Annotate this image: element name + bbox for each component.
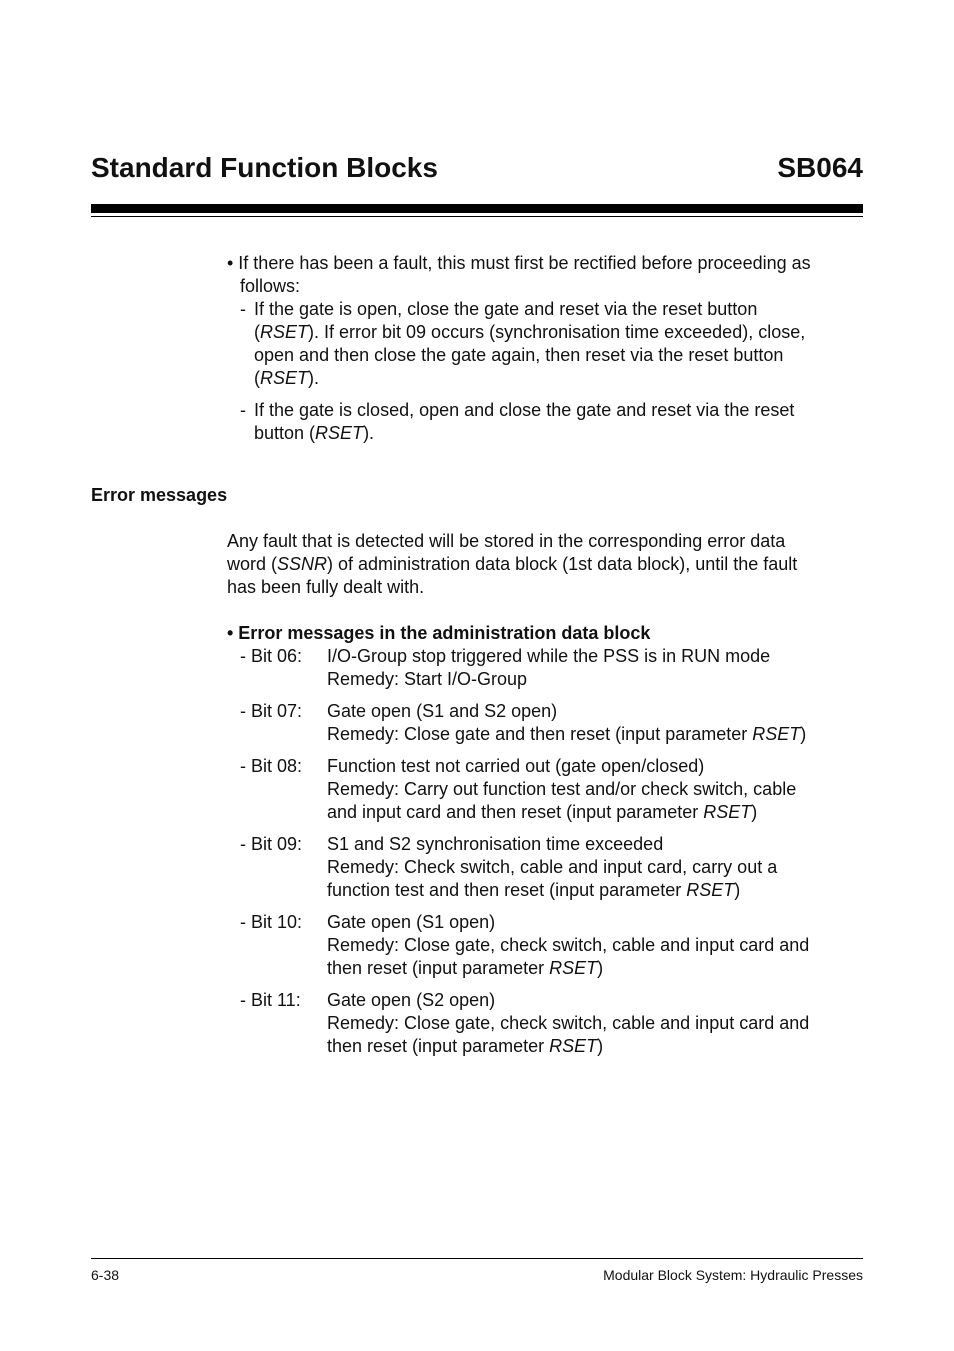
error-line: Function test not carried out (gate open/closed) bbox=[327, 756, 705, 776]
error-item bbox=[227, 700, 857, 746]
document-title: Modular Block System: Hydraulic Presses bbox=[603, 1267, 863, 1283]
error-paragraph bbox=[227, 530, 857, 599]
error-line: Remedy: Close gate, check switch, cable and input card and bbox=[327, 1013, 810, 1033]
text-fragment: button ( bbox=[254, 423, 316, 443]
error-bit-label: - Bit 10: bbox=[240, 912, 303, 932]
param-name: SSNR bbox=[277, 554, 328, 574]
para-line: Any fault that is detected will be stored in the corresponding error data bbox=[227, 531, 786, 551]
error-line: Remedy: Carry out function test and/or check switch, cable bbox=[327, 779, 797, 799]
header-rule-thick bbox=[91, 204, 863, 213]
text-fragment: ). bbox=[363, 423, 375, 443]
param-name: RSET bbox=[549, 1036, 598, 1056]
param-name: RSET bbox=[752, 724, 801, 744]
text-fragment: ) bbox=[800, 724, 807, 744]
param-name: RSET bbox=[260, 368, 309, 388]
param-name: RSET bbox=[703, 802, 752, 822]
error-bit-label: - Bit 09: bbox=[240, 834, 303, 854]
error-item bbox=[227, 645, 857, 691]
intro-bullet: • If there has been a fault, this must first be rectified before proceeding as bbox=[227, 253, 811, 273]
param-name: RSET bbox=[686, 880, 735, 900]
param-name: RSET bbox=[315, 423, 364, 443]
error-bit-label: - Bit 11: bbox=[240, 990, 301, 1010]
error-line: Gate open (S2 open) bbox=[327, 990, 496, 1010]
page-header bbox=[91, 152, 863, 192]
page-number: 6-38 bbox=[91, 1267, 120, 1283]
intro-bullet-cont: follows: bbox=[240, 276, 301, 296]
dash-marker: - bbox=[240, 299, 246, 319]
error-line: Gate open (S1 open) bbox=[327, 912, 496, 932]
error-line: Remedy: Close gate, check switch, cable and input card and bbox=[327, 935, 810, 955]
error-list bbox=[227, 622, 857, 1058]
error-item bbox=[227, 755, 857, 824]
error-line bbox=[327, 879, 857, 902]
error-line bbox=[327, 801, 857, 824]
error-line bbox=[327, 1035, 857, 1058]
text-fragment: ) bbox=[734, 880, 741, 900]
intro-sub-item-closed bbox=[227, 399, 857, 445]
text-fragment: function test and then reset (input parameter bbox=[327, 880, 687, 900]
error-line bbox=[327, 723, 857, 746]
error-line: Gate open (S1 and S2 open) bbox=[327, 701, 558, 721]
param-name: RSET bbox=[549, 958, 598, 978]
section-heading: Error messages bbox=[91, 485, 228, 505]
sub-line: open and then close the gate again, then reset via the reset button bbox=[254, 345, 784, 365]
text-fragment: ) bbox=[597, 1036, 604, 1056]
text-fragment: ) bbox=[751, 802, 758, 822]
text-fragment: Remedy: Close gate and then reset (input parameter bbox=[327, 724, 753, 744]
error-item bbox=[227, 911, 857, 980]
footer-rule bbox=[91, 1258, 863, 1259]
page-title: Standard Function Blocks bbox=[91, 152, 438, 183]
error-line: S1 and S2 synchronisation time exceeded bbox=[327, 834, 664, 854]
error-line bbox=[327, 957, 857, 980]
text-fragment: ) of administration data block (1st data block), until the fault bbox=[327, 554, 798, 574]
intro-instructions bbox=[227, 252, 857, 445]
text-fragment: and input card and then reset (input parameter bbox=[327, 802, 704, 822]
para-line: has been fully dealt with. bbox=[227, 577, 425, 597]
sub-line bbox=[254, 422, 857, 445]
block-code: SB064 bbox=[777, 152, 863, 183]
text-fragment: ). bbox=[308, 368, 320, 388]
text-fragment: ( bbox=[254, 368, 260, 388]
error-item bbox=[227, 989, 857, 1058]
error-bit-label: - Bit 06: bbox=[240, 646, 303, 666]
error-line: I/O-Group stop triggered while the PSS is in RUN mode bbox=[327, 646, 771, 666]
text-fragment: ). If error bit 09 occurs (synchronisation time exceeded), close, bbox=[308, 322, 806, 342]
error-bit-label: - Bit 08: bbox=[240, 756, 303, 776]
sub-line bbox=[254, 367, 857, 390]
param-name: RSET bbox=[260, 322, 309, 342]
error-bit-label: - Bit 07: bbox=[240, 701, 303, 721]
sub-line bbox=[254, 321, 857, 344]
text-fragment: then reset (input parameter bbox=[327, 1036, 550, 1056]
text-fragment: then reset (input parameter bbox=[327, 958, 550, 978]
sub-line: If the gate is closed, open and close the gate and reset via the reset bbox=[254, 400, 795, 420]
error-item bbox=[227, 833, 857, 902]
header-rule-thin bbox=[91, 216, 863, 217]
text-fragment: word ( bbox=[227, 554, 278, 574]
text-fragment: ( bbox=[254, 322, 260, 342]
intro-sub-item-open bbox=[227, 298, 857, 390]
sub-line: If the gate is open, close the gate and reset via the reset button bbox=[254, 299, 758, 319]
text-fragment: ) bbox=[597, 958, 604, 978]
error-line: Remedy: Check switch, cable and input card, carry out a bbox=[327, 857, 778, 877]
error-list-title: • Error messages in the administration data block bbox=[227, 623, 651, 643]
para-line bbox=[227, 553, 857, 576]
dash-marker: - bbox=[240, 400, 246, 420]
error-line: Remedy: Start I/O-Group bbox=[327, 669, 528, 689]
error-items bbox=[227, 645, 857, 1058]
